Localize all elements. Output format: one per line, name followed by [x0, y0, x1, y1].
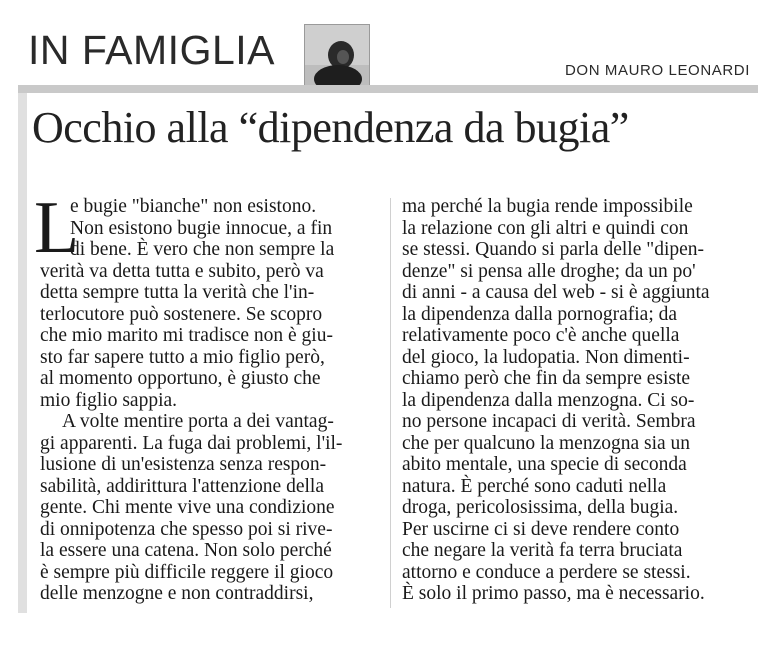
text-line: chiamo però che fin da sempre esiste — [402, 368, 691, 389]
text-line: gi apparenti. La fuga dai problemi, l'il- — [40, 432, 343, 454]
text-line: di anni - a causa del web - si è aggiunta — [402, 282, 710, 303]
text-line: la relazione con gli altri e quindi con — [402, 217, 689, 239]
text-line: di bene. È vero che non sempre la — [70, 239, 335, 260]
author-photo — [304, 24, 370, 90]
text-line: ma perché la bugia rende impossibile — [402, 196, 693, 217]
text-line: sabilità, addirittura l'attenzione della — [40, 475, 324, 497]
text-line: mio figlio sappia. — [40, 389, 178, 411]
text-line: che per qualcuno la menzogna sia un — [402, 432, 691, 454]
text-line: lusione di un'esistenza senza respon- — [40, 454, 327, 475]
text-line: Per uscirne ci si deve rendere conto — [402, 518, 680, 540]
header-divider — [18, 85, 758, 93]
dropcap-block — [34, 187, 380, 269]
text-line: no persone incapaci di verità. Sembra — [402, 411, 696, 432]
text-line: droga, pericolosissima, della bugia. — [402, 497, 679, 518]
text-line: terlocutore può sostenere. Se scopro — [40, 303, 323, 325]
rubric-title: IN FAMIGLIA — [28, 27, 275, 73]
text-line: che mio marito mi tradisce non è giu- — [40, 325, 333, 346]
text-line: abito mentale, una specie di seconda — [402, 454, 687, 475]
article-headline: Occhio alla “dipendenza da bugia” — [32, 103, 629, 152]
text-line: delle menzogne e non contraddirsi, — [40, 583, 314, 604]
text-line: detta sempre tutta la verità che l'in- — [40, 282, 315, 303]
author-portrait-icon — [305, 25, 370, 90]
article-column-right — [402, 196, 752, 605]
text-line: Non esistono bugie innocue, a fin — [70, 217, 333, 239]
text-line: A volte mentire porta a dei vantag- — [62, 411, 334, 432]
author-byline: DON MAURO LEONARDI — [565, 62, 750, 79]
text-line: la dipendenza dalla menzogna. Ci so- — [402, 389, 695, 411]
text-line: al momento opportuno, è giusto che — [40, 368, 321, 389]
text-line: se stessi. Quando si parla delle "dipen- — [402, 239, 705, 260]
text-line: verità va detta tutta e subito, però va — [40, 260, 324, 282]
text-line: È solo il primo passo, ma è necessario. — [402, 583, 705, 604]
article-column-left — [34, 187, 380, 605]
dropcap-letter: L — [34, 187, 80, 269]
text-line: gente. Chi mente vive una condizione — [40, 497, 335, 518]
text-line: la dipendenza dalla pornografia; da — [402, 303, 678, 325]
text-line: del gioco, la ludopatia. Non dimenti- — [402, 346, 690, 368]
column-divider — [390, 198, 391, 608]
text-line: la essere una catena. Non solo perché — [40, 540, 332, 561]
text-line: è sempre più difficile reggere il gioco — [40, 561, 334, 583]
text-line: di onnipotenza che spesso poi si rive- — [40, 518, 333, 540]
text-line: denze" si pensa alle droghe; da un po' — [402, 260, 696, 282]
text-line: relativamente poco c'è anche quella — [402, 325, 680, 346]
text-line: che negare la verità fa terra bruciata — [402, 540, 683, 561]
text-line: sto far sapere tutto a mio figlio però, — [40, 346, 325, 368]
left-margin-bar — [18, 93, 27, 613]
text-line: natura. È perché sono caduti nella — [402, 475, 667, 497]
text-line: attorno e conduce a perdere se stessi. — [402, 561, 691, 583]
text-line: e bugie "bianche" non esistono. — [70, 196, 317, 217]
